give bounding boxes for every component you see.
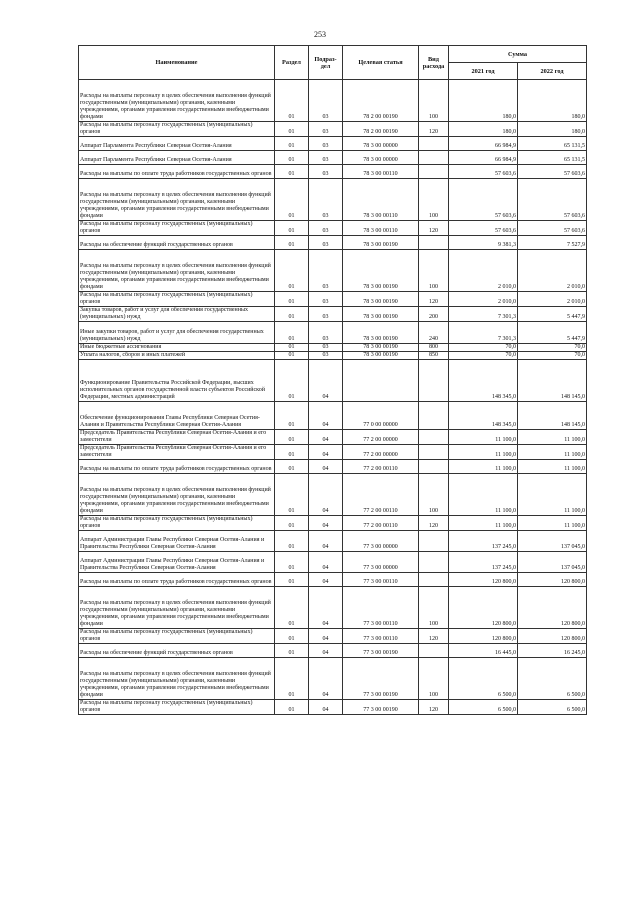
row-subsection-cell: 03 xyxy=(309,236,343,250)
table-row xyxy=(79,700,587,715)
row-section-cell: 01 xyxy=(275,344,309,352)
table-row xyxy=(79,430,587,445)
row-name-cell: Расходы на выплаты по оплате труда работников государственных органов xyxy=(79,165,275,179)
row-name-cell: Функционирование Правительства Российской Федерации, высших исполнительных органов государственной власти субъектов Российской Федерации, местных администраций xyxy=(79,360,275,402)
row-sum-2021-cell: 70,0 xyxy=(449,344,518,352)
row-section-cell: 01 xyxy=(275,587,309,629)
row-section-cell: 01 xyxy=(275,360,309,402)
row-expense-type-cell xyxy=(419,644,449,658)
row-sum-2022-cell: 57 603,6 xyxy=(518,165,587,179)
row-subsection-cell: 04 xyxy=(309,402,343,430)
row-expense-type-cell xyxy=(419,137,449,151)
row-subsection-cell: 03 xyxy=(309,307,343,322)
row-target-article-cell: 77 3 00 00190 xyxy=(343,644,419,658)
row-subsection-cell: 04 xyxy=(309,700,343,715)
row-section-cell: 01 xyxy=(275,221,309,236)
header-expense-type: Вид расхода xyxy=(419,46,449,80)
row-subsection-cell: 04 xyxy=(309,430,343,445)
row-sum-2022-cell: 137 045,0 xyxy=(518,531,587,552)
table-row xyxy=(79,165,587,179)
row-expense-type-cell: 120 xyxy=(419,516,449,531)
table-row xyxy=(79,516,587,531)
row-sum-2021-cell: 66 984,9 xyxy=(449,137,518,151)
row-target-article-cell: 77 2 00 00110 xyxy=(343,516,419,531)
row-subsection-cell: 03 xyxy=(309,352,343,360)
row-section-cell: 01 xyxy=(275,552,309,573)
table-row xyxy=(79,360,587,402)
row-subsection-cell: 04 xyxy=(309,360,343,402)
row-name-cell: Обеспечение функционирования Главы Республики Северная Осетия-Алания и Правительства Республики Северная Осетия-Алания xyxy=(79,402,275,430)
row-target-article-cell: 78 3 00 00190 xyxy=(343,344,419,352)
row-section-cell: 01 xyxy=(275,445,309,460)
table-row xyxy=(79,221,587,236)
row-section-cell: 01 xyxy=(275,292,309,307)
row-section-cell: 01 xyxy=(275,250,309,292)
row-sum-2021-cell: 11 100,0 xyxy=(449,460,518,474)
row-sum-2022-cell: 11 100,0 xyxy=(518,474,587,516)
row-name-cell: Расходы на обеспечение функций государственных органов xyxy=(79,644,275,658)
row-name-cell: Расходы на выплаты персоналу в целях обеспечения выполнения функций государственными (муниципальными) органами, казенными учреждениями, органами управления государственными внебюджетными фондами xyxy=(79,587,275,629)
row-expense-type-cell: 100 xyxy=(419,80,449,122)
row-section-cell: 01 xyxy=(275,80,309,122)
row-name-cell: Расходы на выплаты персоналу в целях обеспечения выполнения функций государственными (муниципальными) органами, казенными учреждениями, органами управления государственными внебюджетными фондами xyxy=(79,179,275,221)
row-sum-2021-cell: 11 100,0 xyxy=(449,430,518,445)
table-row xyxy=(79,236,587,250)
row-section-cell: 01 xyxy=(275,430,309,445)
row-subsection-cell: 03 xyxy=(309,322,343,344)
header-target-article: Целевая статья xyxy=(343,46,419,80)
row-sum-2021-cell: 148 345,0 xyxy=(449,360,518,402)
row-subsection-cell: 03 xyxy=(309,80,343,122)
table-row xyxy=(79,474,587,516)
row-name-cell: Расходы на выплаты персоналу государственных (муниципальных) органов xyxy=(79,122,275,137)
row-subsection-cell: 04 xyxy=(309,445,343,460)
row-name-cell: Уплата налогов, сборов и иных платежей xyxy=(79,352,275,360)
row-subsection-cell: 04 xyxy=(309,552,343,573)
row-expense-type-cell: 120 xyxy=(419,629,449,644)
row-sum-2021-cell: 120 800,0 xyxy=(449,629,518,644)
row-subsection-cell: 04 xyxy=(309,474,343,516)
row-subsection-cell: 04 xyxy=(309,573,343,587)
row-target-article-cell: 78 3 00 00000 xyxy=(343,137,419,151)
row-name-cell: Расходы на выплаты персоналу государственных (муниципальных) органов xyxy=(79,221,275,236)
row-target-article-cell: 77 3 00 00190 xyxy=(343,700,419,715)
row-expense-type-cell xyxy=(419,151,449,165)
table-row xyxy=(79,573,587,587)
row-expense-type-cell: 120 xyxy=(419,122,449,137)
row-section-cell: 01 xyxy=(275,474,309,516)
table-row xyxy=(79,122,587,137)
row-sum-2022-cell: 11 100,0 xyxy=(518,516,587,531)
row-section-cell: 01 xyxy=(275,122,309,137)
row-section-cell: 01 xyxy=(275,236,309,250)
budget-table xyxy=(78,45,587,715)
row-name-cell: Аппарат Парламента Республики Северная Осетия-Алания xyxy=(79,137,275,151)
row-expense-type-cell xyxy=(419,552,449,573)
row-sum-2022-cell: 148 145,0 xyxy=(518,360,587,402)
row-sum-2022-cell: 57 603,6 xyxy=(518,221,587,236)
row-sum-2021-cell: 137 245,0 xyxy=(449,552,518,573)
row-target-article-cell: 78 3 00 00190 xyxy=(343,250,419,292)
row-sum-2022-cell: 5 447,9 xyxy=(518,307,587,322)
row-expense-type-cell xyxy=(419,360,449,402)
row-sum-2021-cell: 7 301,3 xyxy=(449,307,518,322)
row-name-cell: Аппарат Администрации Главы Республики Северная Осетия-Алания и Правительства Республики Северная Осетия-Алания xyxy=(79,531,275,552)
row-target-article-cell: 77 3 00 00110 xyxy=(343,629,419,644)
header-sum: Сумма xyxy=(449,46,587,63)
row-expense-type-cell xyxy=(419,165,449,179)
row-sum-2021-cell: 70,0 xyxy=(449,352,518,360)
row-sum-2021-cell: 2 010,0 xyxy=(449,292,518,307)
row-sum-2022-cell: 180,0 xyxy=(518,80,587,122)
row-target-article-cell: 78 3 00 00190 xyxy=(343,307,419,322)
row-name-cell: Расходы на обеспечение функций государственных органов xyxy=(79,236,275,250)
row-subsection-cell: 03 xyxy=(309,122,343,137)
row-sum-2022-cell: 11 100,0 xyxy=(518,460,587,474)
row-section-cell: 01 xyxy=(275,516,309,531)
header-year-2021: 2021 год xyxy=(449,63,518,80)
table-row xyxy=(79,658,587,700)
row-target-article-cell: 77 3 00 00000 xyxy=(343,531,419,552)
row-sum-2022-cell: 120 800,0 xyxy=(518,573,587,587)
row-expense-type-cell: 100 xyxy=(419,250,449,292)
row-subsection-cell: 03 xyxy=(309,165,343,179)
row-target-article-cell: 78 3 00 00190 xyxy=(343,236,419,250)
row-section-cell: 01 xyxy=(275,165,309,179)
header-name: Наименование xyxy=(79,46,275,80)
page-number: 253 xyxy=(314,30,326,39)
row-target-article-cell: 78 2 00 00190 xyxy=(343,122,419,137)
row-expense-type-cell xyxy=(419,236,449,250)
row-sum-2022-cell: 65 131,5 xyxy=(518,137,587,151)
row-target-article-cell: 78 2 00 00190 xyxy=(343,80,419,122)
row-sum-2021-cell: 66 984,9 xyxy=(449,151,518,165)
row-expense-type-cell: 800 xyxy=(419,344,449,352)
row-target-article-cell: 78 3 00 00190 xyxy=(343,322,419,344)
row-sum-2022-cell: 70,0 xyxy=(518,352,587,360)
row-target-article-cell: 78 3 00 00190 xyxy=(343,292,419,307)
row-expense-type-cell xyxy=(419,445,449,460)
row-sum-2021-cell: 11 100,0 xyxy=(449,445,518,460)
row-sum-2021-cell: 16 445,0 xyxy=(449,644,518,658)
row-expense-type-cell: 120 xyxy=(419,700,449,715)
row-target-article-cell: 78 3 00 00110 xyxy=(343,221,419,236)
row-expense-type-cell xyxy=(419,573,449,587)
row-name-cell: Расходы на выплаты персоналу государственных (муниципальных) органов xyxy=(79,700,275,715)
table-row xyxy=(79,344,587,352)
row-subsection-cell: 04 xyxy=(309,644,343,658)
table-row xyxy=(79,587,587,629)
row-section-cell: 01 xyxy=(275,402,309,430)
row-expense-type-cell xyxy=(419,430,449,445)
row-name-cell: Расходы на выплаты персоналу в целях обеспечения выполнения функций государственными (муниципальными) органами, казенными учреждениями, органами управления государственными внебюджетными фондами xyxy=(79,658,275,700)
row-target-article-cell: 77 3 00 00110 xyxy=(343,573,419,587)
row-target-article-cell: 77 3 00 00000 xyxy=(343,552,419,573)
row-section-cell: 01 xyxy=(275,307,309,322)
table-row xyxy=(79,460,587,474)
table-row xyxy=(79,402,587,430)
row-name-cell: Председатель Правительства Республики Северная Осетия-Алания и его заместители xyxy=(79,445,275,460)
row-section-cell: 01 xyxy=(275,460,309,474)
row-section-cell: 01 xyxy=(275,644,309,658)
row-sum-2021-cell: 148 345,0 xyxy=(449,402,518,430)
row-name-cell: Расходы на выплаты персоналу в целях обеспечения выполнения функций государственными (муниципальными) органами, казенными учреждениями, органами управления государственными внебюджетными фондами xyxy=(79,250,275,292)
table-row xyxy=(79,531,587,552)
row-name-cell: Расходы на выплаты по оплате труда работников государственных органов xyxy=(79,460,275,474)
row-sum-2022-cell: 7 527,9 xyxy=(518,236,587,250)
row-subsection-cell: 03 xyxy=(309,250,343,292)
row-subsection-cell: 03 xyxy=(309,179,343,221)
row-sum-2022-cell: 11 100,0 xyxy=(518,430,587,445)
table-row xyxy=(79,80,587,122)
row-name-cell: Расходы на выплаты персоналу государственных (муниципальных) органов xyxy=(79,292,275,307)
row-expense-type-cell xyxy=(419,531,449,552)
row-name-cell: Иные бюджетные ассигнования xyxy=(79,344,275,352)
row-sum-2021-cell: 137 245,0 xyxy=(449,531,518,552)
row-target-article-cell: 78 3 00 00110 xyxy=(343,165,419,179)
row-name-cell: Аппарат Администрации Главы Республики Северная Осетия-Алания и Правительства Республики Северная Осетия-Алания xyxy=(79,552,275,573)
row-sum-2022-cell: 2 010,0 xyxy=(518,292,587,307)
row-target-article-cell: 77 0 00 00000 xyxy=(343,402,419,430)
row-sum-2021-cell: 57 603,6 xyxy=(449,221,518,236)
row-name-cell: Расходы на выплаты по оплате труда работников государственных органов xyxy=(79,573,275,587)
row-name-cell: Расходы на выплаты персоналу в целях обеспечения выполнения функций государственными (муниципальными) органами, казенными учреждениями, органами управления государственными внебюджетными фондами xyxy=(79,80,275,122)
row-sum-2021-cell: 120 800,0 xyxy=(449,587,518,629)
row-sum-2022-cell: 70,0 xyxy=(518,344,587,352)
row-target-article-cell: 78 3 00 00190 xyxy=(343,352,419,360)
row-target-article-cell xyxy=(343,360,419,402)
row-target-article-cell: 77 2 00 00110 xyxy=(343,474,419,516)
row-sum-2022-cell: 137 045,0 xyxy=(518,552,587,573)
row-subsection-cell: 04 xyxy=(309,531,343,552)
row-expense-type-cell: 100 xyxy=(419,179,449,221)
row-sum-2021-cell: 6 500,0 xyxy=(449,700,518,715)
row-section-cell: 01 xyxy=(275,629,309,644)
row-section-cell: 01 xyxy=(275,573,309,587)
row-sum-2022-cell: 65 131,5 xyxy=(518,151,587,165)
row-sum-2021-cell: 180,0 xyxy=(449,122,518,137)
row-expense-type-cell: 100 xyxy=(419,658,449,700)
row-sum-2021-cell: 11 100,0 xyxy=(449,474,518,516)
row-subsection-cell: 04 xyxy=(309,460,343,474)
row-sum-2022-cell: 6 500,0 xyxy=(518,700,587,715)
row-sum-2021-cell: 180,0 xyxy=(449,80,518,122)
row-sum-2021-cell: 57 603,6 xyxy=(449,179,518,221)
row-sum-2022-cell: 148 145,0 xyxy=(518,402,587,430)
row-section-cell: 01 xyxy=(275,658,309,700)
row-section-cell: 01 xyxy=(275,700,309,715)
table-row xyxy=(79,250,587,292)
row-expense-type-cell: 120 xyxy=(419,292,449,307)
row-sum-2021-cell: 57 603,6 xyxy=(449,165,518,179)
row-subsection-cell: 03 xyxy=(309,292,343,307)
row-name-cell: Аппарат Парламента Республики Северная Осетия-Алания xyxy=(79,151,275,165)
row-section-cell: 01 xyxy=(275,531,309,552)
row-sum-2022-cell: 180,0 xyxy=(518,122,587,137)
row-target-article-cell: 78 3 00 00000 xyxy=(343,151,419,165)
row-expense-type-cell: 100 xyxy=(419,474,449,516)
row-sum-2022-cell: 11 100,0 xyxy=(518,445,587,460)
row-target-article-cell: 77 2 00 00000 xyxy=(343,430,419,445)
row-expense-type-cell: 100 xyxy=(419,587,449,629)
table-row xyxy=(79,179,587,221)
row-subsection-cell: 04 xyxy=(309,658,343,700)
header-year-2022: 2022 год xyxy=(518,63,587,80)
row-sum-2021-cell: 9 381,3 xyxy=(449,236,518,250)
table-row xyxy=(79,151,587,165)
row-sum-2022-cell: 5 447,9 xyxy=(518,322,587,344)
row-target-article-cell: 77 2 00 00000 xyxy=(343,445,419,460)
row-name-cell: Закупка товаров, работ и услуг для обеспечения государственных (муниципальных) нужд xyxy=(79,307,275,322)
table-row xyxy=(79,292,587,307)
table-row xyxy=(79,322,587,344)
row-target-article-cell: 77 3 00 00190 xyxy=(343,658,419,700)
row-section-cell: 01 xyxy=(275,151,309,165)
row-expense-type-cell: 850 xyxy=(419,352,449,360)
table-row xyxy=(79,629,587,644)
row-sum-2022-cell: 120 800,0 xyxy=(518,587,587,629)
row-name-cell: Расходы на выплаты персоналу государственных (муниципальных) органов xyxy=(79,516,275,531)
row-section-cell: 01 xyxy=(275,352,309,360)
row-sum-2021-cell: 7 301,3 xyxy=(449,322,518,344)
table-row xyxy=(79,552,587,573)
header-subsection: Подраз- дел xyxy=(309,46,343,80)
row-sum-2021-cell: 6 500,0 xyxy=(449,658,518,700)
row-name-cell: Расходы на выплаты персоналу в целях обеспечения выполнения функций государственными (муниципальными) органами, казенными учреждениями, органами управления государственными внебюджетными фондами xyxy=(79,474,275,516)
row-section-cell: 01 xyxy=(275,179,309,221)
row-target-article-cell: 77 2 00 00110 xyxy=(343,460,419,474)
table-row xyxy=(79,644,587,658)
row-expense-type-cell: 200 xyxy=(419,307,449,322)
row-name-cell: Председатель Правительства Республики Северная Осетия-Алания и его заместители xyxy=(79,430,275,445)
row-sum-2021-cell: 2 010,0 xyxy=(449,250,518,292)
row-sum-2022-cell: 57 603,6 xyxy=(518,179,587,221)
header-section: Раздел xyxy=(275,46,309,80)
row-sum-2022-cell: 2 010,0 xyxy=(518,250,587,292)
table-row xyxy=(79,137,587,151)
row-sum-2022-cell: 6 500,0 xyxy=(518,658,587,700)
row-expense-type-cell: 120 xyxy=(419,221,449,236)
row-subsection-cell: 03 xyxy=(309,344,343,352)
row-section-cell: 01 xyxy=(275,137,309,151)
row-target-article-cell: 78 3 00 00110 xyxy=(343,179,419,221)
row-subsection-cell: 04 xyxy=(309,629,343,644)
row-sum-2022-cell: 16 245,0 xyxy=(518,644,587,658)
row-subsection-cell: 03 xyxy=(309,151,343,165)
row-expense-type-cell xyxy=(419,402,449,430)
row-subsection-cell: 04 xyxy=(309,587,343,629)
table-row xyxy=(79,307,587,322)
row-subsection-cell: 03 xyxy=(309,137,343,151)
row-target-article-cell: 77 3 00 00110 xyxy=(343,587,419,629)
row-section-cell: 01 xyxy=(275,322,309,344)
table-row xyxy=(79,445,587,460)
row-sum-2022-cell: 120 800,0 xyxy=(518,629,587,644)
row-sum-2021-cell: 120 800,0 xyxy=(449,573,518,587)
row-name-cell: Расходы на выплаты персоналу государственных (муниципальных) органов xyxy=(79,629,275,644)
row-sum-2021-cell: 11 100,0 xyxy=(449,516,518,531)
row-expense-type-cell: 240 xyxy=(419,322,449,344)
row-subsection-cell: 03 xyxy=(309,221,343,236)
row-name-cell: Иные закупки товаров, работ и услуг для обеспечения государственных (муниципальных) нужд xyxy=(79,322,275,344)
table-row xyxy=(79,352,587,360)
row-expense-type-cell xyxy=(419,460,449,474)
row-subsection-cell: 04 xyxy=(309,516,343,531)
